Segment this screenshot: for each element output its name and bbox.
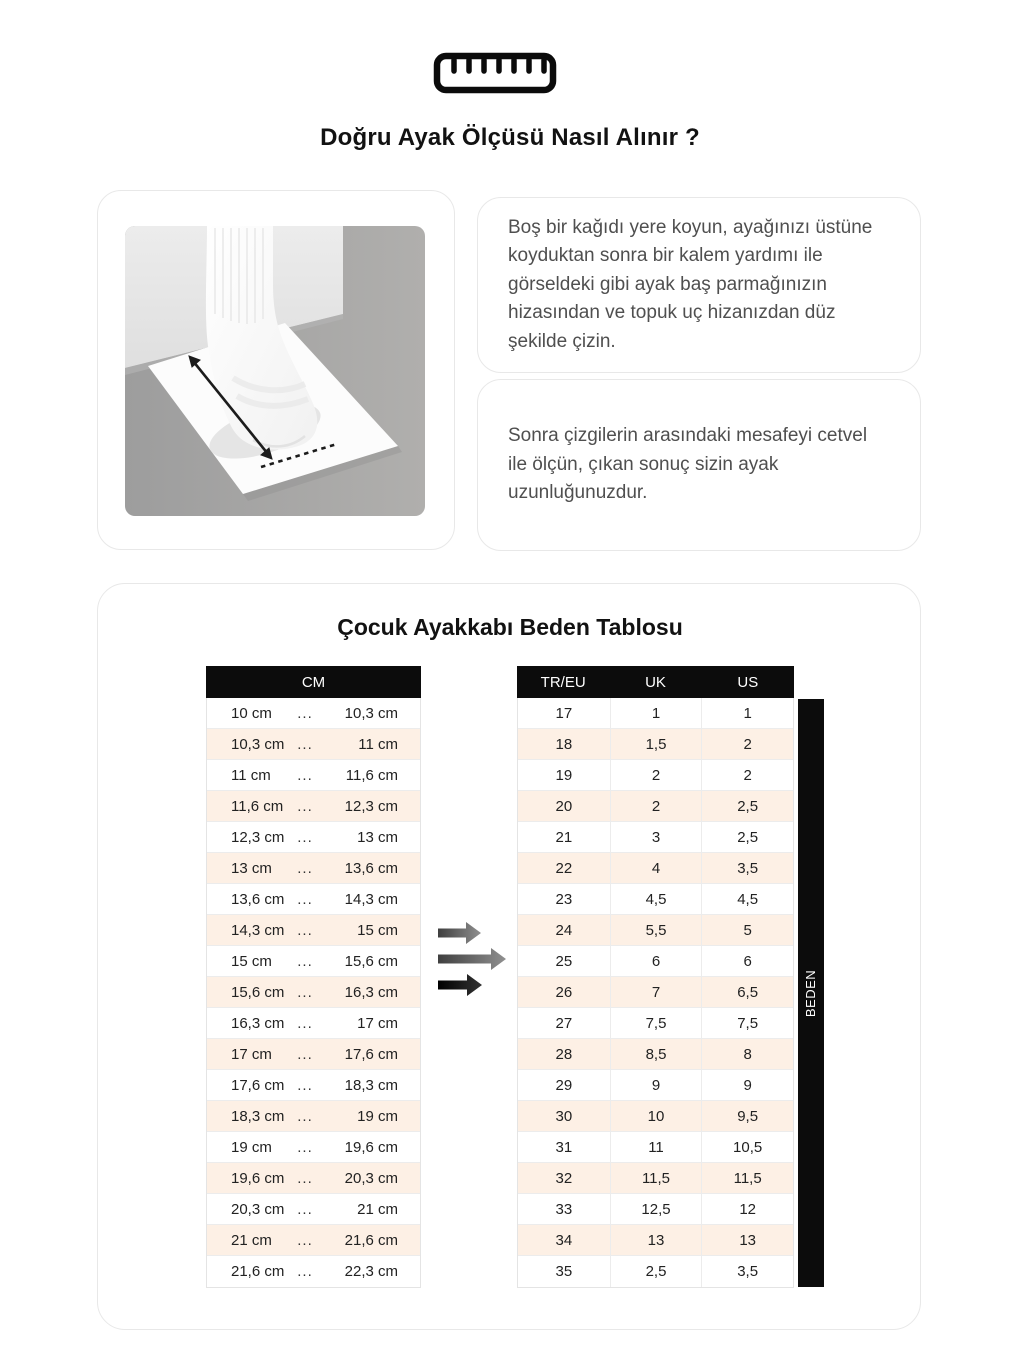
cm-to: 17,6 cm — [344, 1045, 398, 1063]
page-title: Doğru Ayak Ölçüsü Nasıl Alınır ? — [320, 124, 700, 151]
size-cell-uk: 2 — [610, 760, 702, 790]
size-cell-tr-eu: 29 — [555, 1076, 573, 1094]
size-cell-uk: 1 — [610, 698, 702, 728]
instruction-box-1 — [477, 197, 921, 373]
size-table-row — [518, 822, 793, 853]
size-cell-us: 6,5 — [701, 977, 793, 1007]
arrow-middle — [438, 948, 506, 970]
range-dots: ... — [297, 1231, 313, 1249]
range-dots: ... — [297, 983, 313, 1001]
size-cell-tr-eu: 31 — [555, 1138, 573, 1156]
size-cell-us: 8 — [701, 1039, 793, 1069]
size-cell-uk: 3 — [610, 822, 702, 852]
range-dots: ... — [297, 1045, 313, 1063]
size-cell-uk: 7,5 — [610, 1008, 702, 1038]
cm-from: 17,6 cm — [231, 1076, 285, 1094]
range-dots: ... — [297, 797, 313, 815]
cm-table-row — [207, 1070, 420, 1101]
cm-table-row — [207, 822, 420, 853]
size-cell-us: 10,5 — [701, 1132, 793, 1162]
cm-table-row — [207, 977, 420, 1008]
size-cell-tr-eu: 23 — [555, 890, 573, 908]
range-dots: ... — [297, 1107, 313, 1125]
cm-to: 22,3 cm — [344, 1263, 398, 1280]
cm-table-row — [207, 1225, 420, 1256]
cm-from: 11 cm — [231, 766, 271, 784]
size-table-row — [518, 884, 793, 915]
cm-to: 15,6 cm — [344, 952, 398, 970]
measurement-photo-card — [97, 190, 455, 550]
cm-from: 13 cm — [231, 859, 272, 877]
size-cell-us: 3,5 — [701, 853, 793, 883]
beden-label: BEDEN — [803, 969, 819, 1017]
cm-from: 19,6 cm — [231, 1169, 285, 1187]
col-header-us: US — [737, 673, 759, 691]
cm-from: 16,3 cm — [231, 1014, 285, 1032]
cm-table-row — [207, 1101, 420, 1132]
cm-from: 12,3 cm — [231, 828, 285, 846]
cm-to: 15 cm — [357, 921, 398, 939]
size-cell-tr-eu: 19 — [555, 766, 573, 784]
size-cell-us: 2,5 — [701, 822, 793, 852]
size-cell-uk: 12,5 — [610, 1194, 702, 1224]
range-dots: ... — [297, 921, 313, 939]
size-table-title: Çocuk Ayakkabı Beden Tablosu — [337, 614, 683, 640]
size-cell-uk: 13 — [610, 1225, 702, 1255]
col-header-uk: UK — [645, 673, 666, 691]
size-cell-uk: 9 — [610, 1070, 702, 1100]
size-table-row — [518, 1163, 793, 1194]
foot-measurement-photo — [125, 226, 425, 516]
size-table-body — [517, 698, 794, 1288]
cm-to: 21,6 cm — [344, 1231, 398, 1249]
cm-from: 11,6 cm — [231, 797, 284, 815]
size-cell-tr-eu: 33 — [555, 1200, 573, 1218]
cm-to: 18,3 cm — [344, 1076, 398, 1094]
cm-from: 10,3 cm — [231, 735, 285, 753]
arrow-top — [438, 922, 481, 944]
cm-to: 21 cm — [357, 1200, 398, 1218]
cm-to: 13 cm — [357, 828, 398, 846]
size-table-row — [518, 915, 793, 946]
cm-to: 13,6 cm — [344, 859, 398, 877]
size-table-row — [518, 853, 793, 884]
range-dots: ... — [297, 859, 313, 877]
range-dots: ... — [297, 1014, 313, 1032]
cm-to: 20,3 cm — [344, 1169, 398, 1187]
size-cell-tr-eu: 17 — [555, 704, 573, 722]
col-header-tr-eu: TR/EU — [540, 673, 586, 691]
size-cell-us: 9,5 — [701, 1101, 793, 1131]
cm-from: 10 cm — [231, 704, 272, 722]
size-cell-tr-eu: 34 — [555, 1231, 573, 1249]
size-table-row — [518, 1008, 793, 1039]
cm-to: 19 cm — [357, 1107, 398, 1125]
size-cell-us: 7,5 — [701, 1008, 793, 1038]
cm-to: 16,3 cm — [344, 983, 398, 1001]
cm-from: 21,6 cm — [231, 1263, 285, 1280]
instruction-step-2: Sonra çizgilerin arasındaki mesafeyi cetvel ile ölçün, çıkan sonuç sizin ayak uzunluğunuzdur. — [508, 425, 868, 504]
cm-to: 12,3 cm — [344, 797, 398, 815]
size-cell-us: 2,5 — [701, 791, 793, 821]
size-cell-us: 3,5 — [701, 1256, 793, 1287]
size-cell-us: 11,5 — [701, 1163, 793, 1193]
size-cell-us: 2 — [701, 729, 793, 759]
size-cell-uk: 2 — [610, 791, 702, 821]
range-dots: ... — [297, 735, 313, 753]
size-cell-us: 12 — [701, 1194, 793, 1224]
size-table-row — [518, 1256, 793, 1287]
cm-from: 19 cm — [231, 1138, 272, 1156]
cm-table-row — [207, 698, 420, 729]
size-cell-tr-eu: 32 — [555, 1169, 573, 1187]
size-cell-us: 5 — [701, 915, 793, 945]
size-table-row — [518, 698, 793, 729]
cm-from: 13,6 cm — [231, 890, 285, 908]
range-dots: ... — [297, 1138, 313, 1156]
range-dots: ... — [297, 766, 313, 784]
cm-table-row — [207, 1163, 420, 1194]
range-dots: ... — [297, 828, 313, 846]
cm-from: 15,6 cm — [231, 983, 285, 1001]
sock-ribbing — [215, 228, 263, 324]
size-table-row — [518, 791, 793, 822]
cm-table-row — [207, 1194, 420, 1225]
size-table-card — [97, 583, 921, 1330]
size-table-row — [518, 977, 793, 1008]
instruction-step-1: Boş bir kağıdı yere koyun, ayağınızı üstüne koyduktan sonra bir kalem yardımı ile görseldeki gibi ayak baş parmağınızın hizasından ve topuk uç hizanızdan düz şekilde çizin. — [508, 216, 873, 352]
size-cell-tr-eu: 24 — [555, 921, 573, 939]
cm-to: 17 cm — [357, 1014, 398, 1032]
cm-to: 11,6 cm — [345, 766, 398, 784]
size-cell-uk: 2,5 — [610, 1256, 702, 1287]
cm-to: 14,3 cm — [344, 890, 398, 908]
size-cell-uk: 1,5 — [610, 729, 702, 759]
cm-table-row — [207, 853, 420, 884]
cm-from: 21 cm — [231, 1231, 272, 1249]
cm-table-body — [206, 698, 421, 1288]
cm-table-row — [207, 729, 420, 760]
range-dots: ... — [297, 1169, 313, 1187]
cm-from: 20,3 cm — [231, 1200, 285, 1218]
cm-table-row — [207, 1008, 420, 1039]
size-cell-uk: 4,5 — [610, 884, 702, 914]
size-cell-tr-eu: 21 — [555, 828, 573, 846]
size-cell-uk: 6 — [610, 946, 702, 976]
size-cell-tr-eu: 25 — [555, 952, 573, 970]
size-cell-tr-eu: 26 — [555, 983, 573, 1001]
size-cell-tr-eu: 28 — [555, 1045, 573, 1063]
cm-table-row — [207, 915, 420, 946]
cm-table-row — [207, 884, 420, 915]
cm-table-row — [207, 1039, 420, 1070]
size-table-row — [518, 946, 793, 977]
size-cell-tr-eu: 18 — [555, 735, 573, 753]
size-cell-us: 4,5 — [701, 884, 793, 914]
size-cell-tr-eu: 20 — [555, 797, 573, 815]
instruction-box-2 — [477, 379, 921, 551]
cm-from: 18,3 cm — [231, 1107, 285, 1125]
size-cell-uk: 11 — [610, 1132, 702, 1162]
cm-table-row — [207, 1256, 420, 1287]
range-dots: ... — [297, 1263, 313, 1280]
size-cell-uk: 5,5 — [610, 915, 702, 945]
size-cell-us: 6 — [701, 946, 793, 976]
cm-table-row — [207, 760, 420, 791]
size-cell-us: 9 — [701, 1070, 793, 1100]
size-table-row — [518, 1132, 793, 1163]
cm-from: 15 cm — [231, 952, 272, 970]
size-cell-tr-eu: 22 — [555, 859, 573, 877]
range-dots: ... — [297, 890, 313, 908]
range-dots: ... — [297, 1076, 313, 1094]
size-table-row — [518, 1070, 793, 1101]
size-table-row — [518, 1101, 793, 1132]
cm-table-row — [207, 946, 420, 977]
cm-to: 11 cm — [358, 735, 398, 753]
size-table-header — [517, 666, 794, 698]
conversion-arrows-icon — [436, 919, 508, 1004]
range-dots: ... — [297, 704, 313, 722]
size-table-row — [518, 729, 793, 760]
size-cell-us: 1 — [701, 698, 793, 728]
size-cell-us: 2 — [701, 760, 793, 790]
cm-table-header: CM — [206, 666, 421, 698]
size-cell-us: 13 — [701, 1225, 793, 1255]
cm-from: 17 cm — [231, 1045, 272, 1063]
size-cell-tr-eu: 27 — [555, 1014, 573, 1032]
cm-to: 10,3 cm — [344, 704, 398, 722]
range-dots: ... — [297, 952, 313, 970]
size-table-row — [518, 1194, 793, 1225]
size-cell-tr-eu: 35 — [555, 1263, 573, 1280]
size-cell-uk: 11,5 — [610, 1163, 702, 1193]
size-cell-tr-eu: 30 — [555, 1107, 573, 1125]
arrow-bottom — [438, 974, 482, 996]
cm-table — [206, 666, 421, 1288]
ruler-icon — [433, 52, 557, 94]
size-cell-uk: 7 — [610, 977, 702, 1007]
cm-from: 14,3 cm — [231, 921, 285, 939]
size-cell-uk: 8,5 — [610, 1039, 702, 1069]
size-table-row — [518, 1225, 793, 1256]
size-cell-uk: 10 — [610, 1101, 702, 1131]
cm-table-row — [207, 1132, 420, 1163]
beden-side-strip — [798, 699, 824, 1287]
size-conversion-table — [517, 666, 794, 1288]
size-table-row — [518, 760, 793, 791]
cm-to: 19,6 cm — [344, 1138, 398, 1156]
size-table-row — [518, 1039, 793, 1070]
cm-table-row — [207, 791, 420, 822]
range-dots: ... — [297, 1200, 313, 1218]
size-cell-uk: 4 — [610, 853, 702, 883]
